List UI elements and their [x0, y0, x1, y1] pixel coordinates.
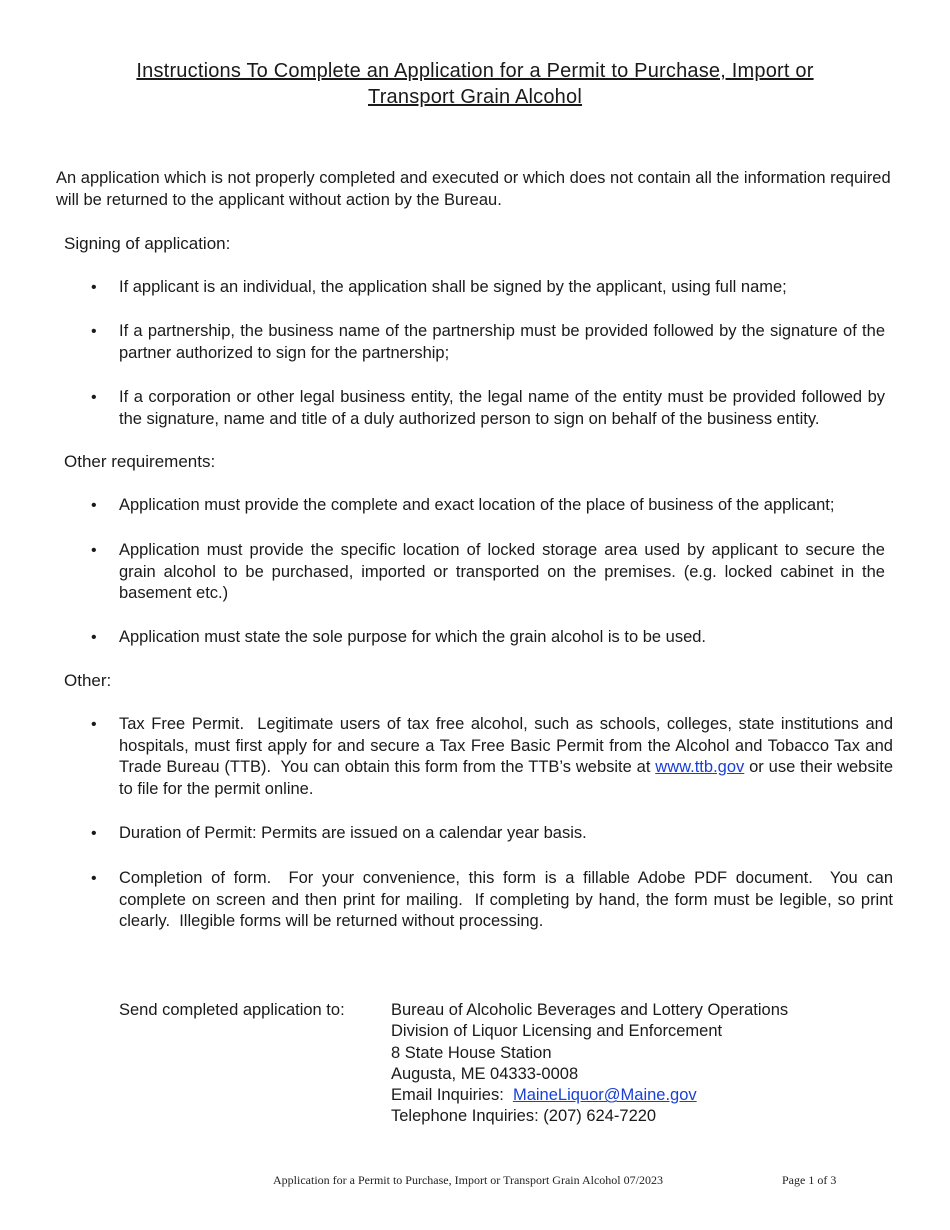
signing-item: • If a partnership, the business name of the partnership must be provided followed by the signature of the partner authorized to sign for the partnership; [119, 321, 885, 364]
email-label: Email Inquiries: [391, 1086, 513, 1105]
address-line: 8 State House Station [391, 1043, 552, 1062]
requirements-heading: Other requirements: [64, 452, 216, 471]
footer-page-number: Page 1 of 3 [782, 1173, 837, 1187]
address-line: Division of Liquor Licensing and Enforcement [391, 1022, 723, 1041]
completion-item [119, 868, 898, 933]
ttb-website-link[interactable]: www.ttb.gov [655, 758, 745, 776]
email-line [391, 1085, 788, 1106]
duration-label: Duration of Permit: [119, 824, 257, 842]
completion-label: Completion of form. [119, 869, 272, 887]
completion-text: For your convenience, this form is a fillable Adobe PDF document. You can complete on screen and then print for mailing. If completing by hand, the form must be legible, so print clearly. Illegible forms will be returned without processing. [119, 869, 898, 930]
title-line-2: Transport Grain Alcohol [368, 86, 582, 108]
signing-heading: Signing of application: [64, 234, 231, 253]
other-heading: Other: [64, 671, 112, 690]
duration-item [119, 823, 893, 845]
phone-line: Telephone Inquiries: (207) 624-7220 [391, 1107, 657, 1126]
tax-free-label: Tax Free Permit. [119, 715, 245, 733]
duration-text: Permits are issued on a calendar year basis. [256, 824, 587, 842]
address-line: Augusta, ME 04333-0008 [391, 1064, 579, 1083]
send-to-label: Send completed application to: [119, 1001, 345, 1019]
signing-item: • If a corporation or other legal business entity, the legal name of the entity must be provided followed by the signature, name and title of a duly authorized person to sign on behalf of the business entity. [119, 387, 885, 430]
footer-form-name: Application for a Permit to Purchase, Import or Transport Grain Alcohol 07/2023 [273, 1173, 663, 1187]
mailing-address [391, 1000, 788, 1128]
intro-paragraph: An application which is not properly completed and executed or which does not contain all the information required will be returned to the applicant without action by the Bureau. [56, 169, 891, 209]
signing-item: • If applicant is an individual, the application shall be signed by the applicant, using full name; [119, 277, 885, 299]
title-line-1: Instructions To Complete an Application for a Permit to Purchase, Import or [136, 60, 814, 82]
address-line: Bureau of Alcoholic Beverages and Lottery Operations [391, 1001, 789, 1019]
tax-free-permit-item [119, 714, 898, 800]
requirement-item: • Application must provide the complete and exact location of the place of business of the applicant; [119, 495, 885, 517]
tax-free-text: Legitimate users of tax free alcohol, such as schools, colleges, state institutions and hospitals, must first apply for and secure a Tax Free Basic Permit from the Alcohol and Tobacco Tax and Trade Bureau (TTB). You can obtain this form from the TTB’s website at [119, 715, 898, 776]
requirement-item: • Application must state the sole purpose for which the grain alcohol is to be used. [119, 627, 885, 649]
page-title [60, 58, 890, 110]
email-link[interactable]: MaineLiquor@Maine.gov [512, 1086, 697, 1105]
requirement-item: • Application must provide the specific location of locked storage area used by applicant to secure the grain alcohol to be purchased, imported or transported on the premises. (e.g. locked cabinet in the basement etc.) [119, 540, 885, 605]
tax-free-text-end: or use their website to file for the permit online. [119, 758, 893, 798]
